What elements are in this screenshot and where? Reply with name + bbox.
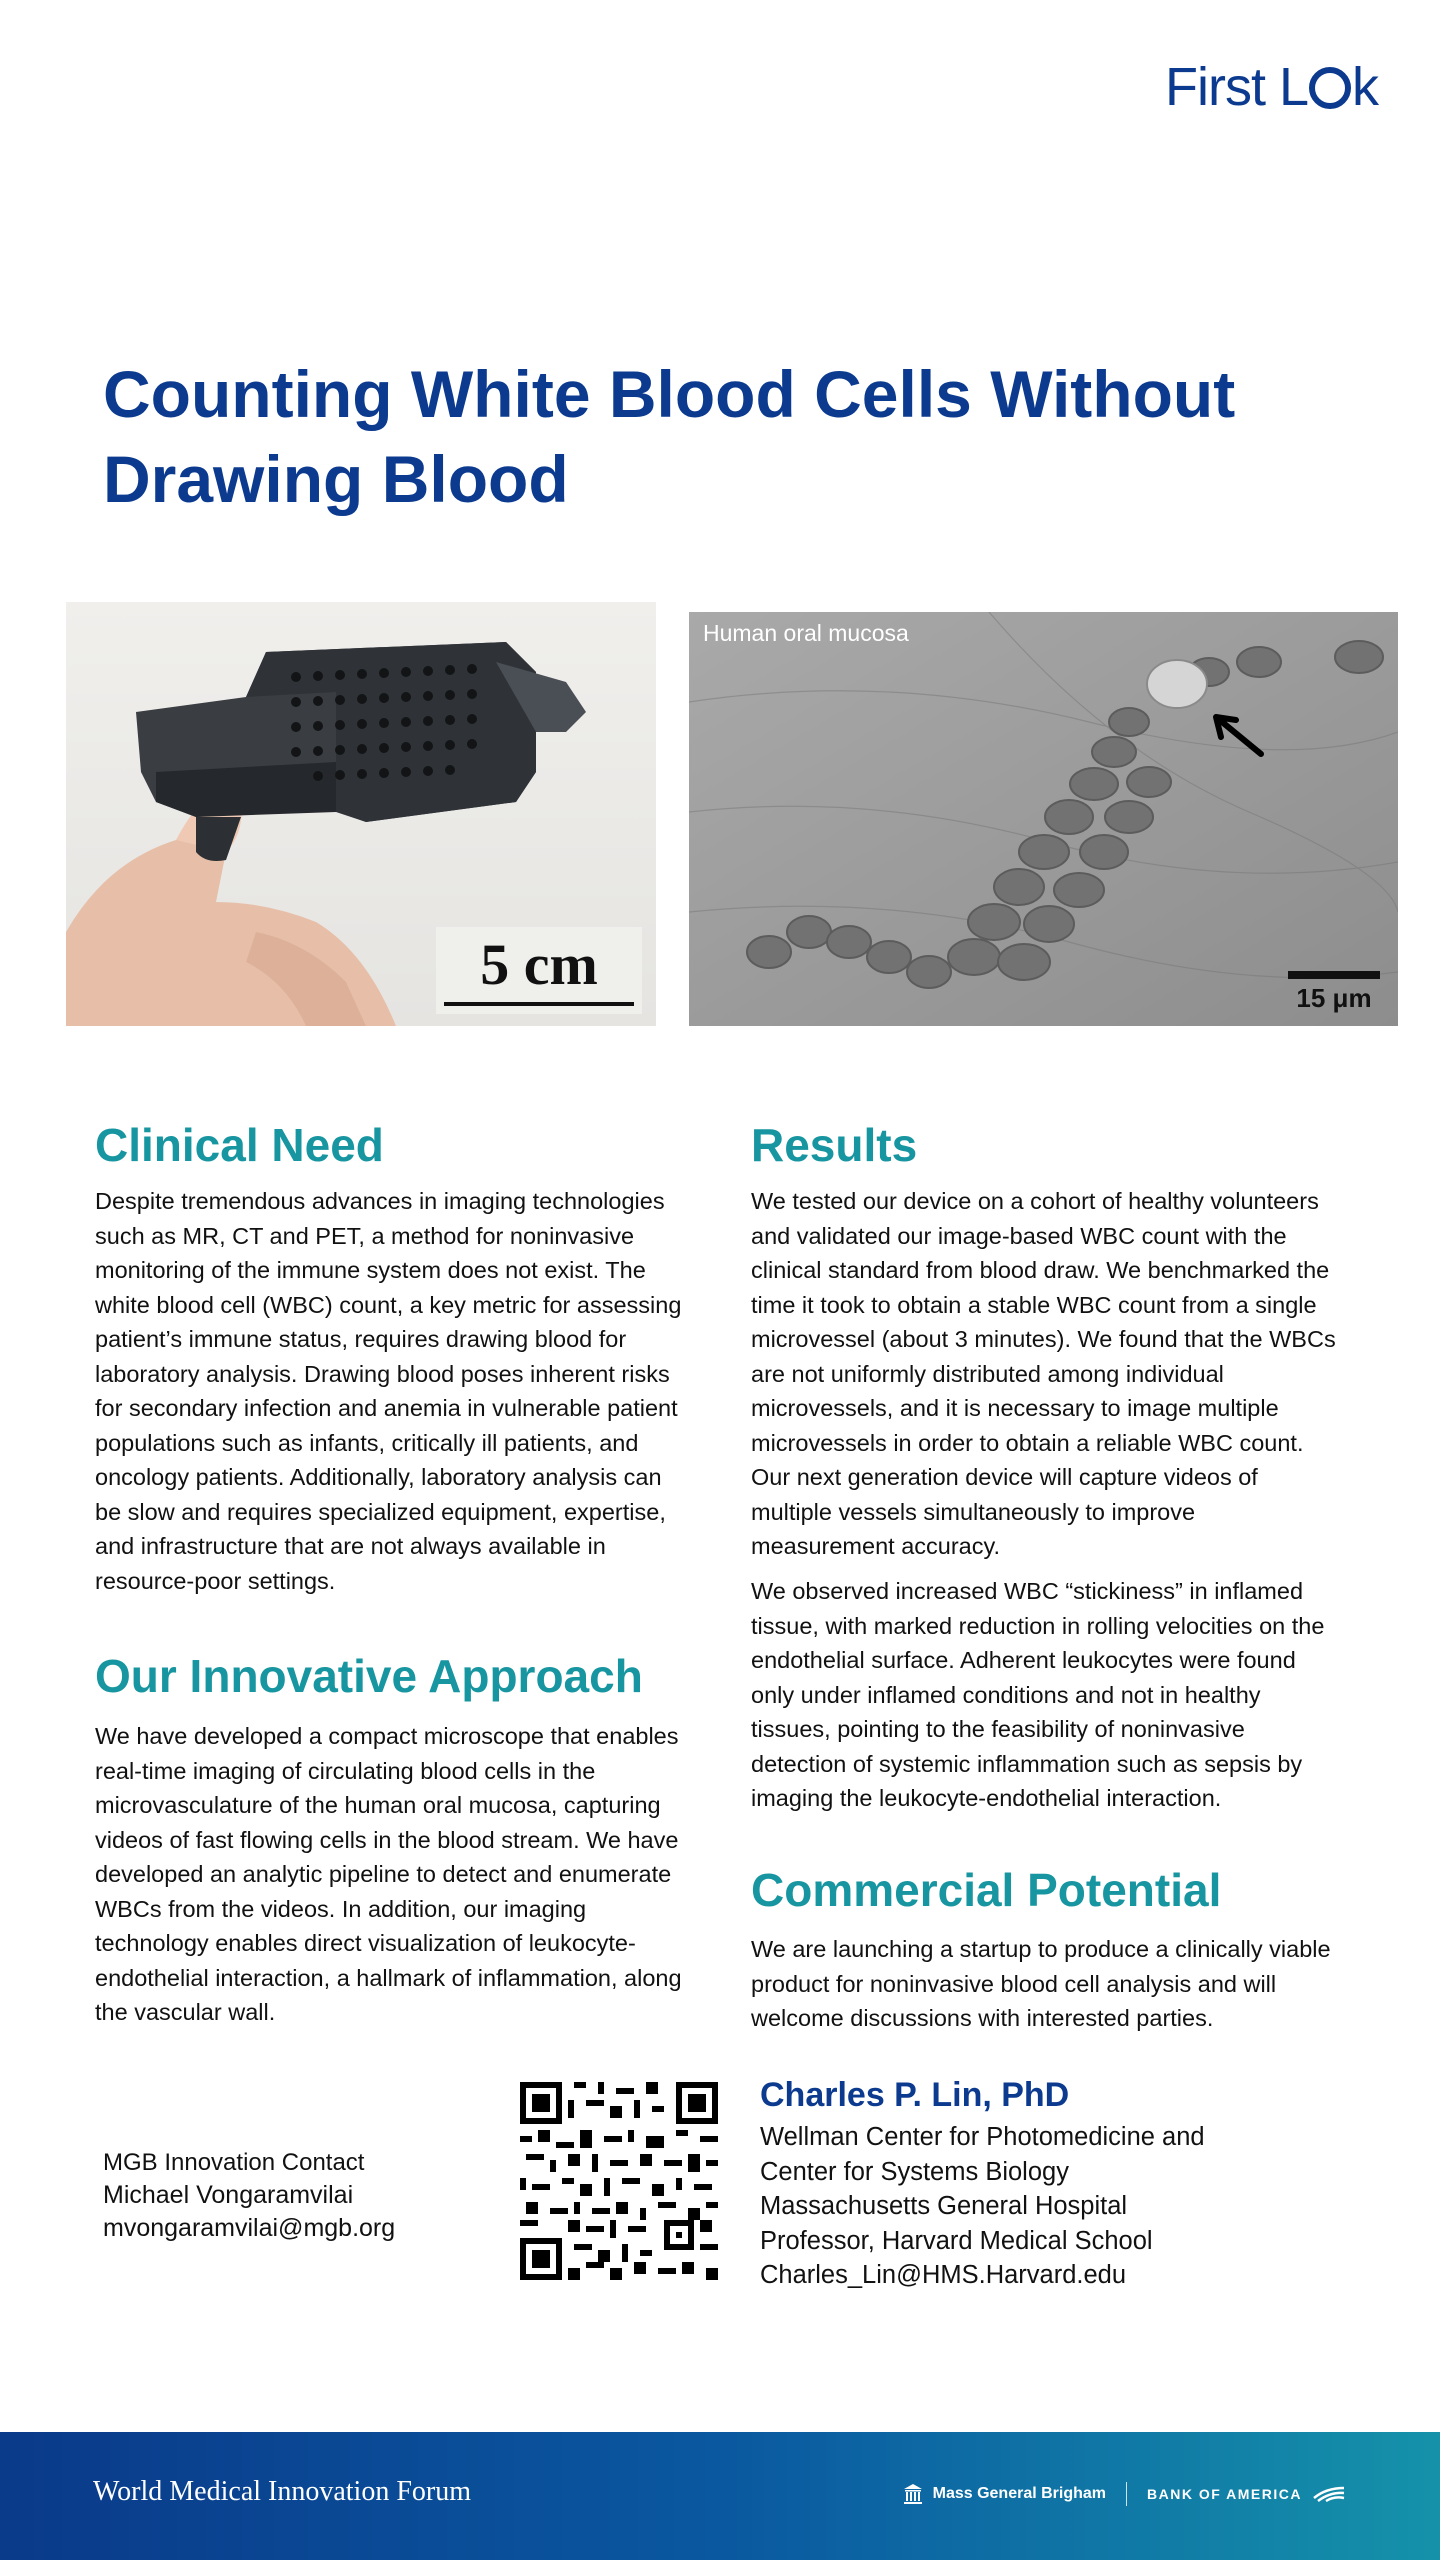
device-scale-line [444, 1002, 634, 1006]
clinical-need-heading: Clinical Need [95, 1119, 384, 1171]
device-photo [66, 602, 656, 1026]
investigator-details [760, 2120, 1205, 2293]
contact-email[interactable]: mvongaramvilai@mgb.org [103, 2214, 396, 2242]
approach-heading: Our Innovative Approach [95, 1650, 643, 1702]
micrograph-illustration [689, 612, 1398, 1026]
qr-code-icon [520, 2082, 718, 2280]
logo-text-last: k [1352, 57, 1378, 117]
contact-label: MGB Innovation Contact [103, 2149, 365, 2176]
investigator-name: Charles P. Lin, PhD [760, 2076, 1070, 2114]
sponsor-mgb-label: Mass General Brigham [932, 2485, 1107, 2502]
commercial-text: We are launching a startup to produce a clinically viable product for noninvasive blood cell analysis and will welcome discussions with interested parties. [751, 1936, 1331, 2031]
logo-ring-icon [1309, 67, 1351, 109]
approach-text: We have developed a compact microscope that enables real-time imaging of circulating blood cells in the microvasculature of the human oral mucosa, capturing videos of fast flowing cells in the blood stream. We have developed an analytic pipeline to detect and enumerate WBCs from the videos. In addition, our imaging technology enables direct visualization of leukocyte-endothelial interaction, a hallmark of inflammation, along the vascular wall. [95, 1723, 682, 2025]
footer-banner [0, 2432, 1440, 2560]
commercial-heading: Commercial Potential [751, 1864, 1222, 1916]
device-scale-bar [436, 927, 642, 1014]
mass-general-brigham-icon [903, 2483, 923, 2505]
device-scale-label: 5 cm [480, 932, 598, 997]
mucosa-micrograph [689, 612, 1398, 1026]
micrograph-scale-label: 15 μm [1296, 983, 1372, 1013]
investigator-affiliation-3: Massachusetts General Hospital [760, 2192, 1128, 2220]
investigator-email[interactable]: Charles_Lin@HMS.Harvard.edu [760, 2261, 1127, 2289]
micrograph-scale-line [1288, 971, 1380, 979]
forum-title: World Medical Innovation Forum [93, 2476, 472, 2507]
qr-code[interactable] [520, 2082, 718, 2280]
results-text-2: We observed increased WBC “stickiness” in inflamed tissue, with marked reduction in rolling velocities on the endothelial surface. Adherent leukocytes were found only under inflamed conditions and not in healthy tissues, pointing to the feasibility of noninvasive detection of systemic inflammation such as sepsis by imaging the leukocyte-endothelial interaction. [751, 1578, 1325, 1811]
micrograph-label: Human oral mucosa [703, 620, 909, 646]
micrograph-scale-bar [1288, 971, 1380, 1014]
page-title: Counting White Blood Cells Without Drawing Blood [103, 357, 1236, 516]
results-heading: Results [751, 1119, 918, 1171]
sponsor-logos [903, 2482, 1346, 2506]
investigator-affiliation-2: Center for Systems Biology [760, 2157, 1069, 2186]
sponsor-divider [1126, 2482, 1127, 2506]
contact-name: Michael Vongaramvilai [103, 2181, 354, 2209]
first-look-logo [1165, 56, 1378, 118]
bank-of-america-flag-icon [1312, 2486, 1346, 2502]
investigator-affiliation-1: Wellman Center for Photomedicine and [760, 2123, 1205, 2151]
logo-text-first: First L [1164, 57, 1308, 117]
innovation-contact [103, 2146, 395, 2245]
investigator-title: Professor, Harvard Medical School [760, 2226, 1153, 2255]
clinical-need-text: Despite tremendous advances in imaging technologies such as MR, CT and PET, a method for noninvasive monitoring of the immune system does not exist. The white blood cell (WBC) count, a key metric for assessing patient’s immune status, requires drawing blood for laboratory analysis. Drawing blood poses inherent risks for secondary infection and anemia in vulnerable patient populations such as infants, critically ill patients, and oncology patients. Additionally, laboratory analysis can be slow and requires specialized equipment, expertise, and infrastructure that are not always available in resource-poor settings. [95, 1188, 682, 1594]
sponsor-boa-label: BANK OF AMERICA [1147, 2486, 1302, 2502]
results-text-1: We tested our device on a cohort of healthy volunteers and validated our image-based WBC count with the clinical standard from blood draw. We benchmarked the time it took to obtain a stable WBC count from a single microvessel (about 3 minutes). We found that the WBCs are not uniformly distributed among individual microvessels, and it is necessary to image multiple microvessels in order to obtain a reliable WBC count. Our next generation device will capture videos of multiple vessels simultaneously to improve measurement accuracy. [751, 1188, 1336, 1559]
